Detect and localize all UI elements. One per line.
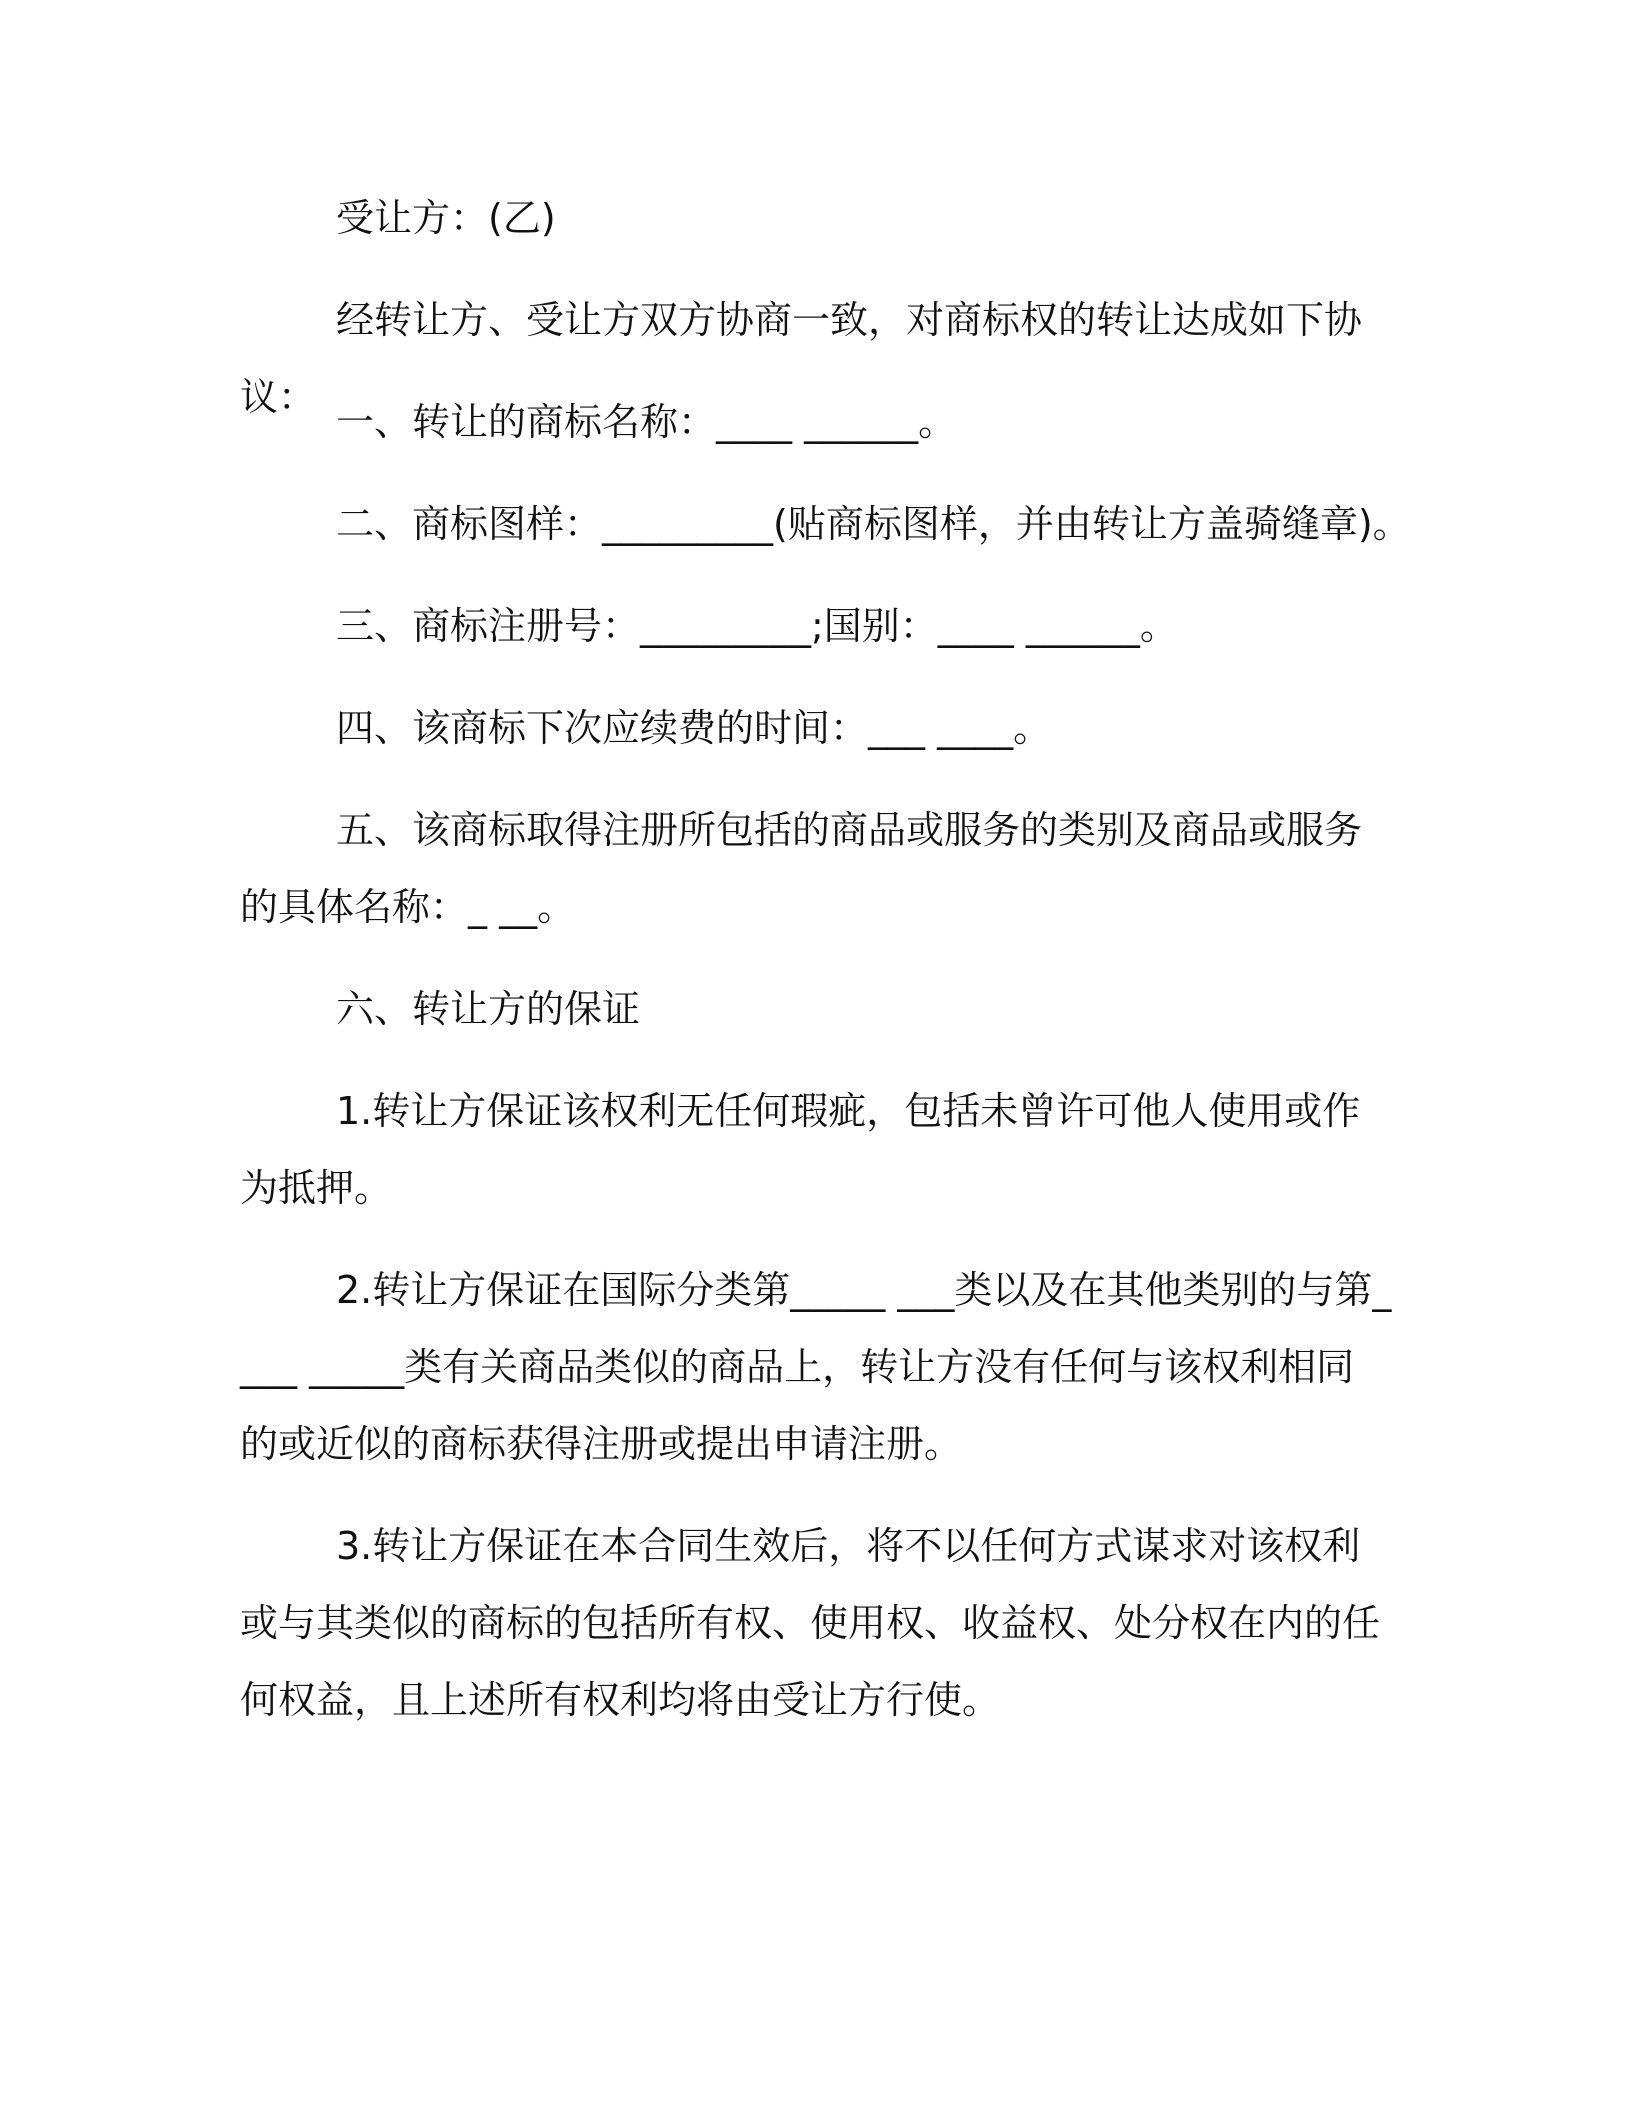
clause-renewal-date: 四、该商标下次应续费的时间：___ ____。	[336, 706, 1052, 750]
clause-assignor-warranty-heading: 六、转让方的保证	[336, 987, 641, 1031]
clause-goods-services: 五、该商标取得注册所包括的商品或服务的类别及商品或服务的具体名称：_ __。	[240, 808, 1363, 929]
warranty-item-2: 2.转让方保证在国际分类第_____ ___类以及在其他类别的与第____ _____类有关商品类似的商品上，转让方没有任何与该权利相同的或近似的商标获得注册或提出申请注册。	[240, 1268, 1392, 1466]
clause-trademark-name: 一、转让的商标名称：____ ______。	[336, 400, 957, 444]
warranty-item-3: 3.转让方保证在本合同生效后，将不以任何方式谋求对该权利或与其类似的商标的包括所有权、使用权、收益权、处分权在内的任何权益，且上述所有权利均将由受让方行使。	[240, 1524, 1381, 1722]
assignee-line: 受让方：(乙)	[336, 196, 556, 240]
clause-registration-number: 三、商标注册号：_________;国别：____ ______。	[336, 604, 1178, 648]
clause-trademark-design: 二、商标图样：_________(贴商标图样，并由转让方盖骑缝章)。	[336, 502, 1411, 546]
intro-paragraph: 经转让方、受让方双方协商一致，对商标权的转让达成如下协议：	[240, 298, 1363, 419]
warranty-item-1: 1.转让方保证该权利无任何瑕疵，包括未曾许可他人使用或作为抵押。	[240, 1089, 1361, 1210]
